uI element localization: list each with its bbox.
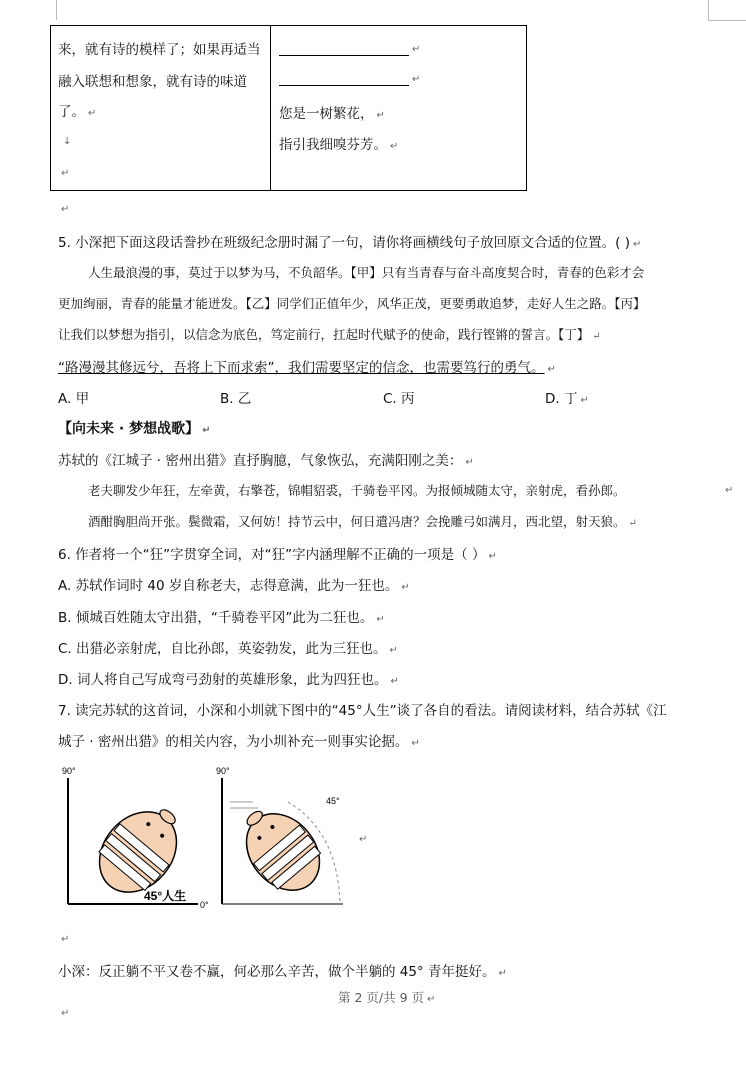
table-right-cell xyxy=(271,26,527,191)
paragraph-mark: ↵ xyxy=(61,934,70,945)
q6-option: D. 词人将自己写成弯弓劲射的英雄形象，此为四狂也。 ↵ xyxy=(58,672,399,688)
poem-table xyxy=(50,25,527,191)
poem-line: 老夫聊发少年狂，左牵黄，右擎苍，锦帽貂裘，千骑卷平冈。为报倾城随太守，亲射虎，看孙郎。 xyxy=(88,483,626,498)
q5-stem: 5. 小深把下面这段话誊抄在班级纪念册时漏了一句，请你将画横线句子放回原文合适的位置。( ) ↵ xyxy=(58,235,642,251)
table-right-line: 指引我细嗅芬芳。 ↵ xyxy=(279,137,399,153)
q6-option: C. 出猎必亲射虎，自比孙郎，英姿勃发，此为三狂也。 ↵ xyxy=(58,641,398,657)
crop-mark xyxy=(708,0,709,20)
left-caption: 45°人生 xyxy=(144,889,187,903)
paragraph-mark: ↵ xyxy=(725,485,734,496)
right-leaning-character-icon xyxy=(227,794,335,905)
q5-passage-line: 人生最浪漫的事，莫过于以梦为马，不负韶华。【甲】只有当青春与奋斗高度契合时，青春的色彩才会 xyxy=(88,265,645,280)
poem-line: 酒酣胸胆尚开张。鬓微霜，又何妨！持节云中，何日遣冯唐？会挽雕弓如满月，西北望，射天狼。 ↵ xyxy=(88,514,637,529)
right-45-label: 45° xyxy=(326,796,340,806)
right-90-label: 90° xyxy=(216,766,230,776)
q6-option: B. 倾城百姓随太守出猎，“千骑卷平冈”此为二狂也。 ↵ xyxy=(58,610,385,626)
45-degree-life-figure xyxy=(58,762,358,912)
paragraph-mark: ↵ xyxy=(359,834,368,845)
q5-option: D. 丁 ↵ xyxy=(545,391,589,407)
q5-passage-line: 更加绚丽，青春的能量才能迸发。【乙】同学们正值年少，风华正茂，更要勇敢追梦，走好人生之路。【丙】 xyxy=(58,296,646,311)
paragraph-mark: ↵ xyxy=(61,168,70,179)
table-left-line: 来，就有诗的模样了；如果再适当 xyxy=(58,42,261,58)
q5-underlined-sentence: “路漫漫其修远兮，吾将上下而求索”，我们需要坚定的信念，也需要笃行的勇气。 ↵ xyxy=(58,360,556,376)
table-left-line: 了。 ↵ xyxy=(58,104,97,120)
q5-option: A. 甲 xyxy=(58,391,90,407)
q7-stem-line: 7. 读完苏轼的这首词，小深和小圳就下图中的“45°人生”谈了各自的看法。请阅读材料，结合苏轼《江 xyxy=(58,703,667,719)
crop-mark xyxy=(708,20,746,21)
left-0-label: 0° xyxy=(200,900,209,910)
q5-option: C. 丙 xyxy=(383,391,415,407)
paragraph-mark: ↵ xyxy=(61,1008,70,1019)
paragraph-mark: ↓ xyxy=(63,136,72,147)
table-left-line: 融入联想和想象，就有诗的味道 xyxy=(58,74,247,90)
fill-blank-line: ↵ xyxy=(279,70,420,86)
paragraph-mark: ↵ xyxy=(61,204,70,215)
xiaoshen-opinion: 小深：反正躺不平又卷不赢，何必那么辛苦，做个半躺的 45° 青年挺好。 ↵ xyxy=(58,964,507,980)
table-right-line: 您是一树繁花， ↵ xyxy=(279,106,385,122)
left-90-label: 90° xyxy=(62,766,76,776)
intro-text: 苏轼的《江城子 · 密州出猎》直抒胸臆，气象恢弘，充满阳刚之美： ↵ xyxy=(58,453,474,469)
crop-mark xyxy=(56,0,57,20)
q7-stem-line: 城子 · 密州出猎》的相关内容，为小圳补充一则事实论据。 ↵ xyxy=(58,734,420,750)
q6-stem: 6. 作者将一个“狂”字贯穿全词，对“狂”字内涵理解不正确的一项是（ ） ↵ xyxy=(58,547,497,563)
table-left-cell xyxy=(51,26,271,191)
q6-option: A. 苏轼作词时 40 岁自称老夫，志得意满，此为一狂也。 ↵ xyxy=(58,578,410,594)
q5-option: B. 乙 xyxy=(220,391,252,407)
fill-blank-line: ↵ xyxy=(279,40,420,56)
section-title: 【向未来 · 梦想战歌】 ↵ xyxy=(58,421,211,437)
q5-passage-line: 让我们以梦想为指引，以信念为底色，笃定前行，扛起时代赋予的使命，践行铿锵的誓言。【丁】 ↵ xyxy=(58,327,601,342)
page-footer: 第 2 页/共 9 页 ↵ xyxy=(338,990,436,1005)
